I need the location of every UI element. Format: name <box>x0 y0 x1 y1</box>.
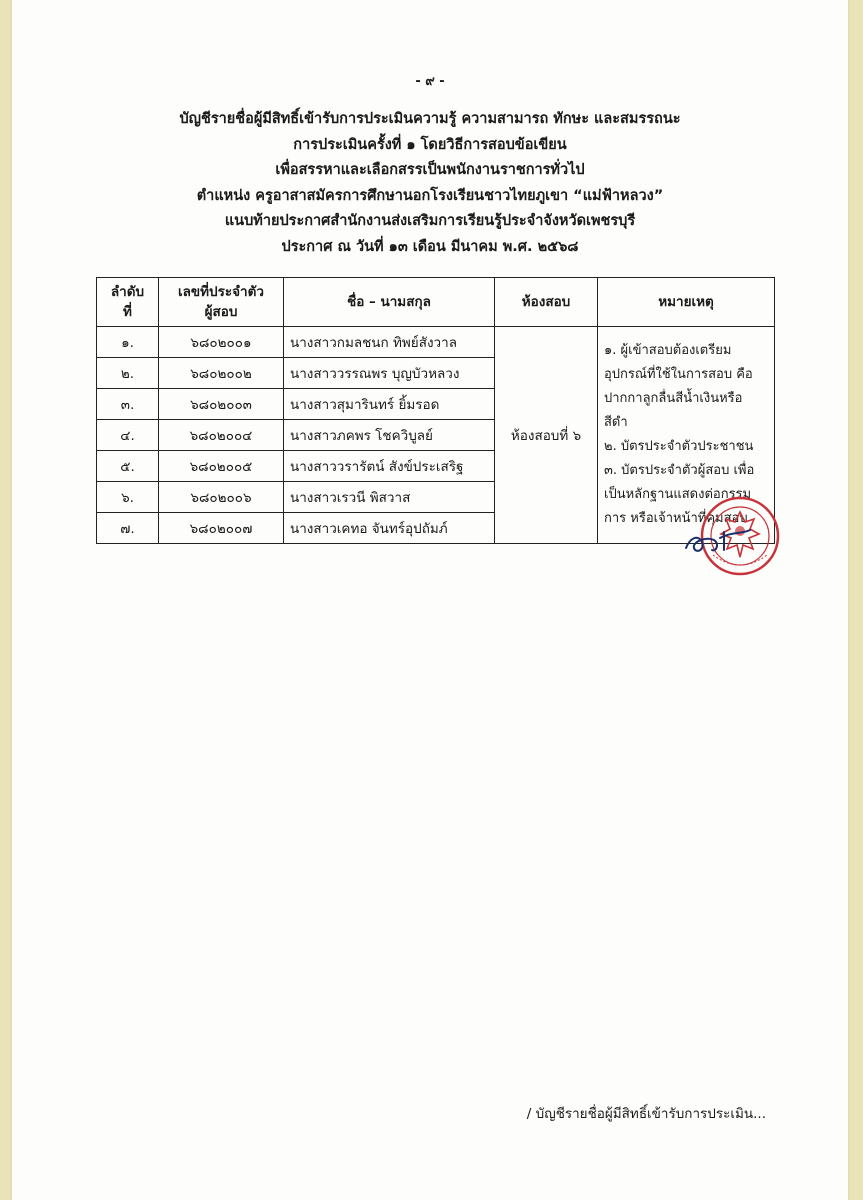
header-remarks: หมายเหตุ <box>598 278 775 327</box>
heading-line-1: บัญชีรายชื่อผู้มีสิทธิ์เข้ารับการประเมินความรู้ ความสามารถ ทักษะ และสมรรถนะ <box>179 111 681 127</box>
document-page <box>12 0 848 1200</box>
row-seq: ๖. <box>97 482 159 513</box>
document-heading <box>12 107 848 260</box>
row-seq: ๗. <box>97 513 159 544</box>
row-candidate-name: นางสาวเคทอ จันทร์อุปถัมภ์ <box>284 513 495 544</box>
row-candidate-id: ๖๘๐๒๐๐๕ <box>159 451 284 482</box>
table-row <box>97 327 775 358</box>
row-seq: ๒. <box>97 358 159 389</box>
row-candidate-id: ๖๘๐๒๐๐๒ <box>159 358 284 389</box>
remark-item: ๓. บัตรประจำตัวผู้สอบ เพื่อเป็นหลักฐานแสดงต่อกรรมการ หรือเจ้าหน้าที่คุมสอบ <box>604 463 755 526</box>
row-candidate-name: นางสาววรรณพร บุญบัวหลวง <box>284 358 495 389</box>
row-candidate-id: ๖๘๐๒๐๐๗ <box>159 513 284 544</box>
candidate-table <box>96 277 775 544</box>
header-seq <box>97 278 159 327</box>
header-id-line-1: เลขที่ประจำตัว <box>178 284 264 300</box>
header-room: ห้องสอบ <box>495 278 598 327</box>
row-candidate-id: ๖๘๐๒๐๐๓ <box>159 389 284 420</box>
row-candidate-name: นางสาววรารัตน์ สังข์ประเสริฐ <box>284 451 495 482</box>
row-seq: ๑. <box>97 327 159 358</box>
header-id-line-2: ผู้สอบ <box>204 304 238 320</box>
row-candidate-id: ๖๘๐๒๐๐๖ <box>159 482 284 513</box>
heading-line-5: แนบท้ายประกาศสำนักงานส่งเสริมการเรียนรู้ประจำจังหวัดเพชรบุรี <box>224 213 636 229</box>
remark-item: ๑. ผู้เข้าสอบต้องเตรียมอุปกรณ์ที่ใช้ในการสอบ คือ ปากกาลูกลื่นสีน้ำเงินหรือ สีดำ <box>604 343 753 430</box>
row-candidate-name: นางสาวสุมารินทร์ ยิ้มรอด <box>284 389 495 420</box>
row-seq: ๓. <box>97 389 159 420</box>
heading-line-6: ประกาศ ณ วันที่ ๑๓ เดือน มีนาคม พ.ศ. ๒๕๖๘ <box>281 238 579 255</box>
header-seq-line-1: ลำดับ <box>110 284 145 300</box>
remark-item: ๒. บัตรประจำตัวประชาชน <box>604 439 754 454</box>
header-id <box>159 278 284 327</box>
continuation-note: / บัญชีรายชื่อผู้มีสิทธิ์เข้ารับการประเมิน... <box>526 1106 766 1122</box>
row-candidate-id: ๖๘๐๒๐๐๔ <box>159 420 284 451</box>
row-candidate-name: นางสาวกมลชนก ทิพย์สังวาล <box>284 327 495 358</box>
heading-line-3: เพื่อสรรหาและเลือกสรรเป็นพนักงานราชการทั่วไป <box>275 162 585 178</box>
header-name: ชื่อ – นามสกุล <box>284 278 495 327</box>
table-header-row <box>97 278 775 327</box>
header-seq-line-2: ที่ <box>123 304 132 320</box>
exam-room-cell: ห้องสอบที่ ๖ <box>495 327 598 544</box>
row-candidate-id: ๖๘๐๒๐๐๑ <box>159 327 284 358</box>
page-number: - ๙ - <box>415 74 445 89</box>
row-candidate-name: นางสาวภคพร โชควิบูลย์ <box>284 420 495 451</box>
signature-icon <box>680 520 760 560</box>
row-seq: ๕. <box>97 451 159 482</box>
row-candidate-name: นางสาวเรวนี พิสวาส <box>284 482 495 513</box>
heading-line-2: การประเมินครั้งที่ ๑ โดยวิธีการสอบข้อเขียน <box>293 136 567 153</box>
heading-line-4: ตำแหน่ง ครูอาสาสมัครการศึกษานอกโรงเรียนชาวไทยภูเขา “แม่ฟ้าหลวง” <box>196 187 664 204</box>
row-seq: ๔. <box>97 420 159 451</box>
